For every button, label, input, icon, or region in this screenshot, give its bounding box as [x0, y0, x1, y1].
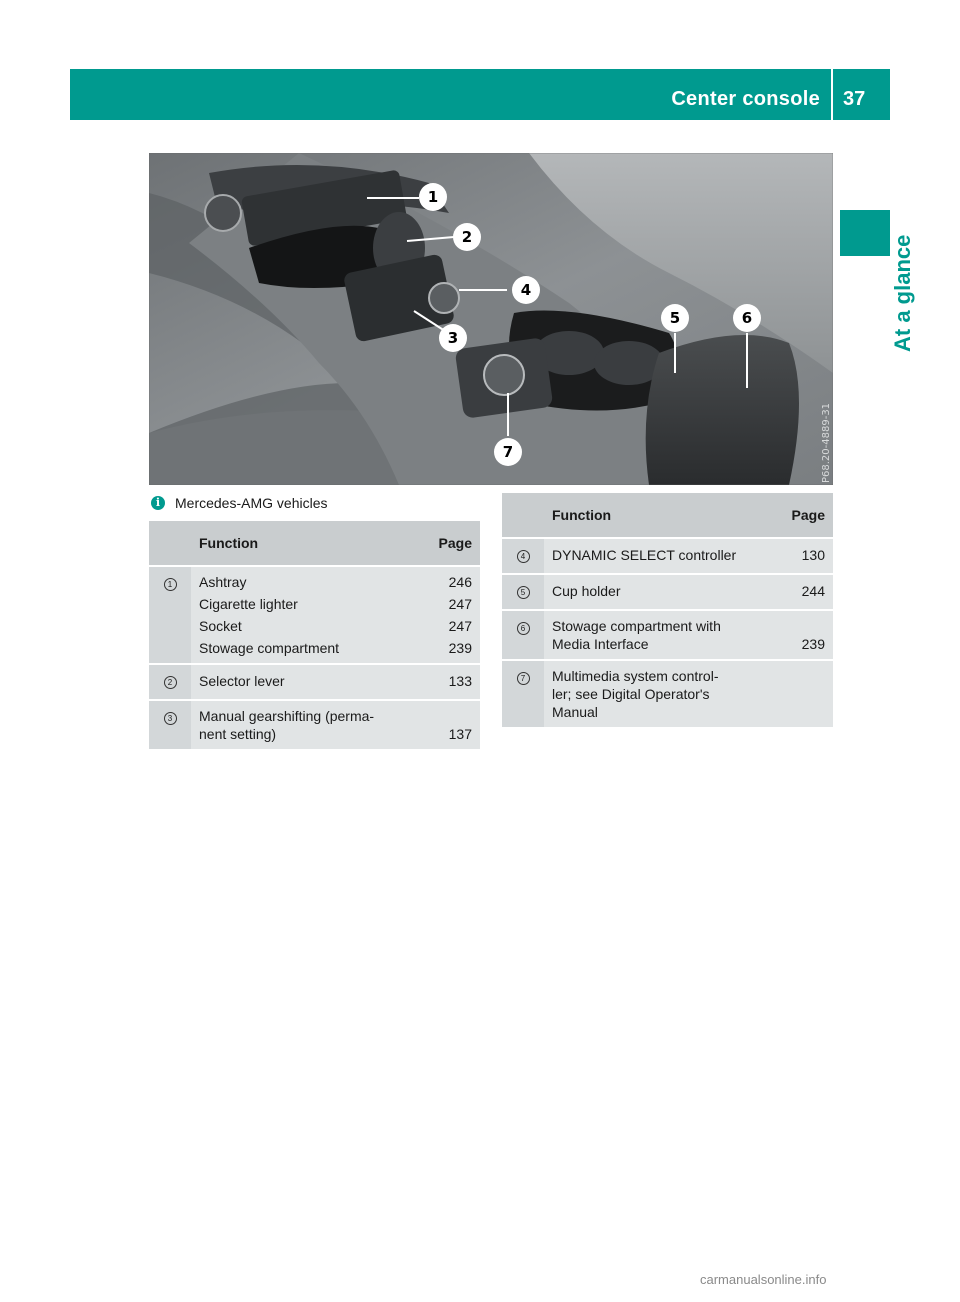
row-function: Cup holder — [544, 574, 777, 610]
callout-5 — [661, 304, 689, 332]
row-page: 137 — [424, 700, 480, 750]
svg-text:3: 3 — [447, 329, 459, 347]
table-row — [502, 610, 833, 660]
table-header-function: Function — [544, 493, 777, 538]
function-stowage: Stowage compartment — [199, 640, 340, 656]
function-ashtray: Ashtray — [199, 574, 247, 590]
row-function: Selector lever — [191, 664, 424, 700]
callout-4 — [512, 276, 540, 304]
watermark: carmanualsonline.info — [700, 1272, 827, 1287]
row-function: DYNAMIC SELECT controller — [544, 538, 777, 574]
row-page: 244 — [777, 574, 833, 610]
header-divider — [831, 69, 833, 120]
table-header-page: Page — [424, 521, 480, 566]
table-header-page: Page — [777, 493, 833, 538]
table-header-function: Function — [191, 521, 424, 566]
svg-text:6: 6 — [741, 309, 753, 327]
table-header-row — [149, 521, 480, 566]
row-page — [777, 660, 833, 728]
callout-7 — [494, 438, 522, 466]
center-console-photo — [149, 153, 833, 485]
row-page: 246 247 247 239 — [424, 566, 480, 664]
table-header-row — [502, 493, 833, 538]
svg-text:1: 1 — [427, 188, 439, 206]
row-number: 7 — [502, 660, 544, 728]
row-number: 5 — [502, 574, 544, 610]
table-row — [149, 664, 480, 700]
svg-text:2: 2 — [461, 228, 473, 246]
info-icon: i — [151, 496, 165, 510]
row-function: Stowage compartment with Media Interface — [544, 610, 777, 660]
function-socket: Socket — [199, 618, 242, 634]
callout-3 — [439, 324, 467, 352]
svg-text:4: 4 — [520, 281, 532, 299]
row-number: 6 — [502, 610, 544, 660]
table-header-num — [149, 521, 191, 566]
info-text: Mercedes-AMG vehicles — [175, 495, 328, 511]
row-function — [191, 566, 424, 664]
row-function: Manual gearshifting (perma- nent setting) — [191, 700, 424, 750]
function-cigarette-lighter: Cigarette lighter — [199, 596, 298, 612]
table-row — [502, 660, 833, 728]
table-row — [149, 566, 480, 664]
side-tab-label: At a glance — [890, 234, 915, 352]
row-page: 239 — [777, 610, 833, 660]
row-function: Multimedia system control- ler; see Digital Operator's Manual — [544, 660, 777, 728]
row-page: 130 — [777, 538, 833, 574]
callout-6 — [733, 304, 761, 332]
table-row — [149, 700, 480, 750]
left-function-table — [149, 521, 480, 751]
svg-text:5: 5 — [669, 309, 681, 327]
table-row — [502, 574, 833, 610]
row-number: 2 — [149, 664, 191, 700]
table-row — [502, 538, 833, 574]
figure-code: P68.20-4889-31 — [821, 402, 832, 483]
callout-2 — [453, 223, 481, 251]
row-number: 3 — [149, 700, 191, 750]
row-number: 4 — [502, 538, 544, 574]
side-tab-marker — [840, 210, 890, 256]
table-header-num — [502, 493, 544, 538]
info-note — [151, 495, 328, 511]
section-title: Center console — [671, 88, 820, 110]
page-number: 37 — [843, 88, 866, 110]
row-number: 1 — [149, 566, 191, 664]
row-page: 133 — [424, 664, 480, 700]
svg-text:7: 7 — [502, 443, 514, 461]
right-function-table — [502, 493, 833, 729]
callout-1 — [419, 183, 447, 211]
